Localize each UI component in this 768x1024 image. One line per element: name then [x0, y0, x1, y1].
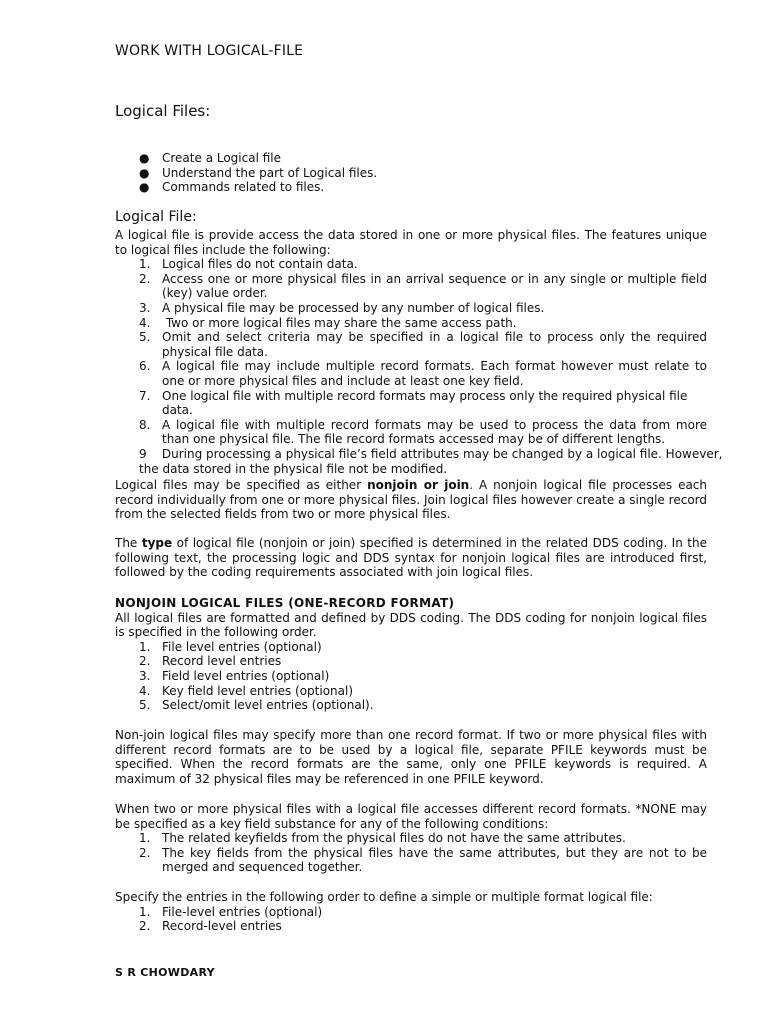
- nonjoin-intro: All logical files are formatted and defined by DDS coding. The DDS coding for nonjoin logical files is specified in the following order.: [115, 610, 707, 640]
- multi-format-paragraph: Non-join logical files may specify more than one record format. If two or more physical files with different record formats are to be used by a logical file, separate PFILE keywords must be specified. When the record formats are the same, only one PFILE keywords is required. A maximum of 32 physical files may be referenced in one PFILE keyword.: [115, 728, 707, 786]
- list-item: 2. The key fields from the physical files have the same attributes, but they are not to be merged and sequenced together.: [139, 845, 707, 875]
- nonjoin-heading: NONJOIN LOGICAL FILES (ONE-RECORD FORMAT): [115, 596, 455, 610]
- author-footer: S R CHOWDARY: [115, 966, 215, 979]
- bullet-icon: ●: [139, 165, 150, 180]
- entries-section: [115, 890, 707, 934]
- list-item: 2. Record-level entries: [139, 919, 282, 934]
- entries-list: [115, 905, 707, 934]
- list-item: 1. The related keyfields from the physical files do not have the same attributes.: [139, 831, 626, 846]
- logical-file-section: [115, 228, 723, 476]
- list-item: 7. One logical file with multiple record formats may process only the required physical file data.: [139, 388, 688, 418]
- list-item: 2. Access one or more physical files in an arrival sequence or in any single or multiple field (key) value order.: [139, 271, 707, 301]
- list-item: 1. Logical files do not contain data.: [139, 257, 358, 272]
- join-types-paragraph: Logical files may be specified as either nonjoin or join. A nonjoin logical file processes each record individually from one or more physical files. Join logical files however create a single record from the selected fields from two or more physical files.: [115, 478, 708, 522]
- list-item: 1. File level entries (optional): [139, 639, 322, 654]
- list-item: ● Commands related to files.: [139, 180, 325, 195]
- none-section: [115, 802, 707, 875]
- list-item: 5. Omit and select criteria may be specified in a logical file to process only the required physical file data.: [139, 330, 707, 359]
- list-item: 5. Select/omit level entries (optional).: [139, 698, 374, 713]
- list-item: 3. Field level entries (optional): [139, 668, 330, 683]
- feature-9-line: 9 During processing a physical file’s field attributes may be changed by a logical file. However,: [139, 446, 723, 461]
- list-item: 8. A logical file with multiple record formats may be used to process the data from more than one physical file. The file record formats accessed may be of different lengths.: [139, 417, 707, 447]
- list-item: 1. File-level entries (optional): [139, 904, 323, 919]
- objectives-list: [115, 151, 377, 195]
- feature-9-continuation: the data stored in the physical file not be modified.: [139, 461, 448, 476]
- specify-paragraph: Specify the entries in the following order to define a simple or multiple format logical file:: [115, 890, 653, 904]
- type-paragraph: The type of logical file (nonjoin or join) specified is determined in the related DDS coding. In the following text, the processing logic and DDS syntax for nonjoin logical files are introduced first, followed by the coding requirements associated with join logical files.: [115, 536, 707, 580]
- list-item: 4. Two or more logical files may share the same access path.: [139, 315, 517, 330]
- logical-file-heading: Logical File:: [115, 209, 197, 225]
- list-item: 3. A physical file may be processed by any number of logical files.: [139, 300, 545, 315]
- dds-order-list: [115, 640, 707, 713]
- logical-files-heading: Logical Files:: [115, 102, 211, 120]
- bullet-icon: ●: [139, 180, 150, 195]
- document-title: WORK WITH LOGICAL-FILE: [115, 43, 304, 59]
- bullet-icon: ●: [139, 151, 150, 165]
- list-item: 6. A logical file may include multiple record formats. Each format however must relate to one or more physical files and include at least one key field.: [139, 359, 707, 388]
- list-item: ● Create a Logical file: [139, 151, 281, 165]
- list-item: 2. Record level entries: [139, 654, 282, 669]
- intro-paragraph: A logical file is provide access the data stored in one or more physical files. The features unique to logical files include the following:: [115, 228, 707, 257]
- conditions-list: [115, 831, 707, 875]
- nonjoin-section: [115, 596, 707, 713]
- list-item: ● Understand the part of Logical files.: [139, 165, 378, 180]
- features-list: [115, 257, 707, 447]
- list-item: 4. Key field level entries (optional): [139, 683, 354, 698]
- none-paragraph: When two or more physical files with a logical file accesses different record formats. *NONE may be specified as a key field substance for any of the following conditions:: [115, 802, 707, 831]
